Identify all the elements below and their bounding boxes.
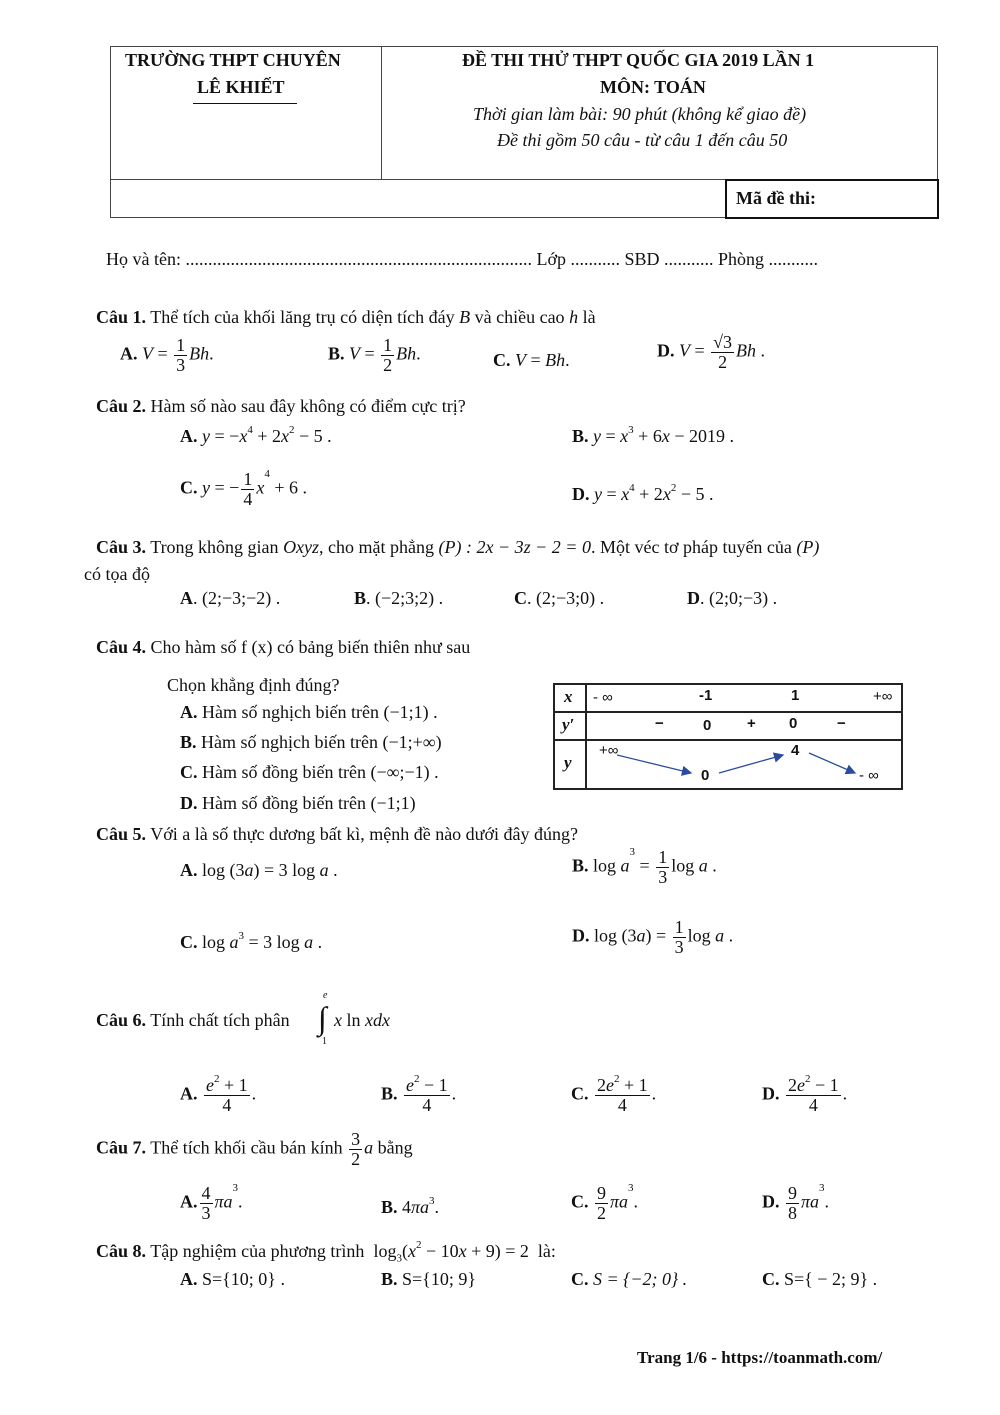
question-6 bbox=[96, 1010, 290, 1031]
q2-option-c: C. y = − $\frac{1}{4}$ $x^4 + 6$ . bbox=[180, 468, 307, 509]
school-name-line2: LÊ KHIẾT bbox=[197, 77, 285, 97]
y-row-label: y bbox=[564, 753, 572, 772]
x-row-label: x bbox=[564, 687, 573, 706]
question-3 bbox=[96, 537, 819, 558]
question-text: và chiều cao bbox=[470, 307, 570, 327]
option-label: D. bbox=[572, 484, 590, 504]
question-text: Thể tích của khối lăng trụ có diện tích đáy bbox=[150, 307, 460, 327]
q4-option-d bbox=[180, 793, 416, 814]
option-text: Hàm số nghịch biến trên (−1;1) . bbox=[202, 702, 438, 722]
q8-option-b bbox=[381, 1269, 476, 1290]
q6-option-b: B. $\frac{e^2 - 1}{4}$ . bbox=[381, 1073, 457, 1115]
header-divider-vertical bbox=[381, 47, 382, 179]
exam-time-note: Thời gian làm bài: 90 phút (không kể giao đề) bbox=[473, 104, 807, 124]
question-text: là: bbox=[537, 1241, 556, 1261]
question-label: Câu 2. bbox=[96, 396, 147, 416]
option-value: (−2;3;2) bbox=[375, 588, 435, 608]
option-label: B. bbox=[328, 343, 345, 364]
x-neg-inf: - ∞ bbox=[593, 689, 613, 706]
question-label: Câu 6. bbox=[96, 1010, 147, 1030]
q6-option-c: C. $\frac{2e^2 + 1}{4}$ . bbox=[571, 1073, 657, 1115]
option-label: C. bbox=[180, 932, 198, 952]
option-label: C. bbox=[180, 762, 198, 782]
option-label: C. bbox=[571, 1083, 589, 1104]
x-pos-inf: +∞ bbox=[873, 688, 893, 705]
option-label: B. bbox=[381, 1269, 398, 1289]
q4-option-a bbox=[180, 702, 438, 723]
exam-count-note: Đề thi gồm 50 câu - từ câu 1 đến câu 50 bbox=[497, 130, 788, 150]
option-label: B bbox=[354, 588, 367, 608]
option-label: B. bbox=[381, 1197, 398, 1217]
q5-option-b: B. $\log a^3$ = $\frac{1}{3}$ log a . bbox=[572, 846, 717, 887]
q6-option-d: D. $\frac{2e^2 - 1}{4}$ . bbox=[762, 1073, 848, 1115]
q3-option-d: D. (2;0;−3) . bbox=[687, 588, 778, 608]
option-label: A. bbox=[180, 702, 198, 722]
integral-expression: e ∫ 1 x ln xdx bbox=[318, 990, 390, 1047]
q6-option-a: A. $\frac{e^2 + 1}{4}$ . bbox=[180, 1073, 257, 1115]
option-label: B. bbox=[572, 426, 589, 446]
question-text: Với a là số thực dương bất kì, mệnh đề nào dưới đây đúng? bbox=[150, 824, 578, 844]
student-info-line: Họ và tên: ............................................................................. Lớp ........... SBD ........... Phòng ........... bbox=[106, 249, 819, 269]
question-3-cont: có tọa độ bbox=[84, 564, 150, 584]
option-label: D. bbox=[180, 793, 198, 813]
option-text: Hàm số đồng biến trên (−1;1) bbox=[202, 793, 416, 813]
option-label: A. bbox=[120, 343, 138, 364]
option-label: A bbox=[180, 588, 193, 608]
page-footer[interactable]: Trang 1/6 - https://toanmath.com/ bbox=[637, 1348, 883, 1367]
q2-option-b: B. $y = x^3 + 6x - 2019$ . bbox=[572, 424, 734, 446]
question-text: Tính chất tích phân bbox=[150, 1010, 290, 1030]
decreasing-arrow-1 bbox=[617, 755, 691, 773]
q5-option-d: D. log (3a) = $\frac{1}{3}$ log a . bbox=[572, 917, 734, 957]
exam-subject: MÔN: TOÁN bbox=[600, 77, 706, 97]
math-var: (P) bbox=[796, 537, 820, 557]
option-value: (2;−3;−2) bbox=[202, 588, 272, 608]
x-critical-1: -1 bbox=[699, 687, 713, 704]
q5-option-a: A. log (3a) = 3 log a . bbox=[180, 860, 338, 880]
q3-option-b: B. (−2;3;2) . bbox=[354, 588, 444, 608]
question-label: Câu 1. bbox=[96, 307, 147, 327]
q2-option-d: D. $y = x^4 + 2x^2 - 5$ . bbox=[572, 482, 714, 504]
yprime-sign-3: − bbox=[837, 715, 846, 732]
question-text: Cho hàm số f (x) có bảng biến thiên như sau bbox=[150, 637, 471, 657]
q1-option-b: B. V = $\frac{1}{2}$ Bh. bbox=[328, 335, 421, 375]
option-value: (2;−3;0) bbox=[536, 588, 596, 608]
option-label: C. bbox=[762, 1269, 780, 1289]
question-label: Câu 4. bbox=[96, 637, 147, 657]
option-label: C. bbox=[571, 1191, 589, 1212]
q7-option-a: A. $\frac{4}{3}$ $\pi a^3$. bbox=[180, 1182, 243, 1223]
option-value: S={10; 9} bbox=[402, 1269, 476, 1289]
option-label: D. bbox=[762, 1083, 780, 1104]
q8-option-c bbox=[571, 1269, 687, 1290]
question-2 bbox=[96, 396, 466, 417]
option-label: A. bbox=[180, 426, 198, 446]
option-label: A. bbox=[180, 1191, 198, 1212]
math-var: h bbox=[569, 307, 579, 327]
q1-option-a: A. V = $\frac{1}{3}$ Bh. bbox=[120, 335, 214, 375]
option-text: Hàm số nghịch biến trên (−1;+∞) bbox=[201, 732, 442, 752]
yprime-row-label: y′ bbox=[562, 715, 575, 734]
y-pos-inf: +∞ bbox=[599, 742, 619, 759]
option-label: C. bbox=[571, 1269, 589, 1289]
question-text: Trong không gian bbox=[150, 537, 284, 557]
question-text: , cho mặt phẳng bbox=[319, 537, 439, 557]
option-label: D. bbox=[572, 925, 590, 946]
math-var: B bbox=[459, 307, 471, 327]
math-var: Oxyz bbox=[283, 537, 320, 557]
q3-option-c: C. (2;−3;0) . bbox=[514, 588, 605, 608]
q4-option-b bbox=[180, 732, 442, 753]
question-text: . Một véc tơ pháp tuyến của bbox=[590, 537, 797, 557]
option-value: S = {−2; 0} . bbox=[593, 1269, 688, 1289]
option-label: D. bbox=[762, 1191, 780, 1212]
exam-title: ĐỀ THI THỬ THPT QUỐC GIA 2019 LẦN 1 bbox=[462, 50, 815, 70]
school-underline bbox=[193, 103, 297, 104]
option-value: (2;0;−3) bbox=[709, 588, 769, 608]
q7-option-b: B. $4\pi a^3$. bbox=[381, 1195, 440, 1217]
yprime-zero-1: 0 bbox=[703, 717, 712, 734]
q1-option-c: C. V = Bh. bbox=[493, 350, 570, 370]
question-8: Câu 8. Tập nghiệm của phương trình $\log_3(x^2 - 10x + 9) = 2$ là: bbox=[96, 1239, 556, 1265]
q2-option-a: A. $y = -x^4 + 2x^2 - 5$ . bbox=[180, 424, 332, 446]
question-4 bbox=[96, 637, 470, 658]
option-label: A. bbox=[180, 860, 198, 880]
question-4-prompt: Chọn khẳng định đúng? bbox=[167, 675, 340, 695]
question-label: Câu 5. bbox=[96, 824, 147, 844]
yprime-zero-2: 0 bbox=[789, 715, 798, 732]
school-name: TRƯỜNG THPT CHUYÊN bbox=[125, 50, 341, 70]
x-critical-2: 1 bbox=[791, 687, 800, 704]
option-label: D. bbox=[657, 340, 675, 361]
question-label: Câu 8. bbox=[96, 1241, 147, 1261]
y-min-value: 0 bbox=[701, 767, 710, 784]
option-label: B. bbox=[180, 732, 197, 752]
question-7: Câu 7. Thể tích khối cầu bán kính $\frac{3}{2}$ a bằng bbox=[96, 1129, 413, 1169]
option-label: A. bbox=[180, 1083, 198, 1104]
question-text: bằng bbox=[377, 1137, 413, 1158]
option-value: S={10; 0} . bbox=[202, 1269, 285, 1289]
option-label: C bbox=[514, 588, 527, 608]
decreasing-arrow-2 bbox=[809, 753, 855, 773]
question-text: Tập nghiệm của phương trình bbox=[150, 1241, 365, 1261]
question-label: Câu 7. bbox=[96, 1137, 147, 1158]
option-label: C. bbox=[493, 350, 511, 370]
question-label: Câu 3. bbox=[96, 537, 147, 557]
yprime-sign-1: − bbox=[655, 715, 664, 732]
option-label: B. bbox=[572, 855, 589, 876]
q4-option-c bbox=[180, 762, 439, 783]
q7-option-d: D. $\frac{9}{8}$ $\pi a^3$. bbox=[762, 1182, 830, 1223]
question-text: Thể tích khối cầu bán kính bbox=[150, 1137, 343, 1158]
variation-table bbox=[553, 683, 903, 790]
option-label: A. bbox=[180, 1269, 198, 1289]
option-label: C. bbox=[180, 477, 198, 498]
q5-option-c: C. $\log a^3 = 3$ log a . bbox=[180, 930, 323, 952]
option-value: S={ − 2; 9} . bbox=[784, 1269, 878, 1289]
question-1 bbox=[96, 307, 596, 328]
y-max-value: 4 bbox=[791, 742, 800, 759]
q3-option-a: A. (2;−3;−2) . bbox=[180, 588, 281, 608]
q8-option-d bbox=[762, 1269, 877, 1290]
option-label: D bbox=[687, 588, 700, 608]
q7-option-c: C. $\frac{9}{2}$ $\pi a^3$. bbox=[571, 1182, 639, 1223]
option-label: B. bbox=[381, 1083, 398, 1104]
variation-arrows bbox=[555, 685, 901, 788]
question-5 bbox=[96, 824, 578, 845]
q8-option-a bbox=[180, 1269, 285, 1290]
q1-option-d: D. V = $\frac{√3}{2}$ Bh . bbox=[657, 332, 766, 372]
yprime-sign-2: + bbox=[747, 715, 756, 732]
question-text: Hàm số nào sau đây không có điểm cực trị? bbox=[150, 396, 466, 416]
option-text: Hàm số đồng biến trên (−∞;−1) . bbox=[202, 762, 439, 782]
exam-code-label: Mã đề thi: bbox=[736, 188, 816, 208]
math-expr: (P) : 2x − 3z − 2 = 0 bbox=[438, 537, 591, 557]
increasing-arrow bbox=[719, 755, 783, 773]
question-text: là bbox=[578, 307, 596, 327]
y-neg-inf: - ∞ bbox=[859, 767, 879, 784]
